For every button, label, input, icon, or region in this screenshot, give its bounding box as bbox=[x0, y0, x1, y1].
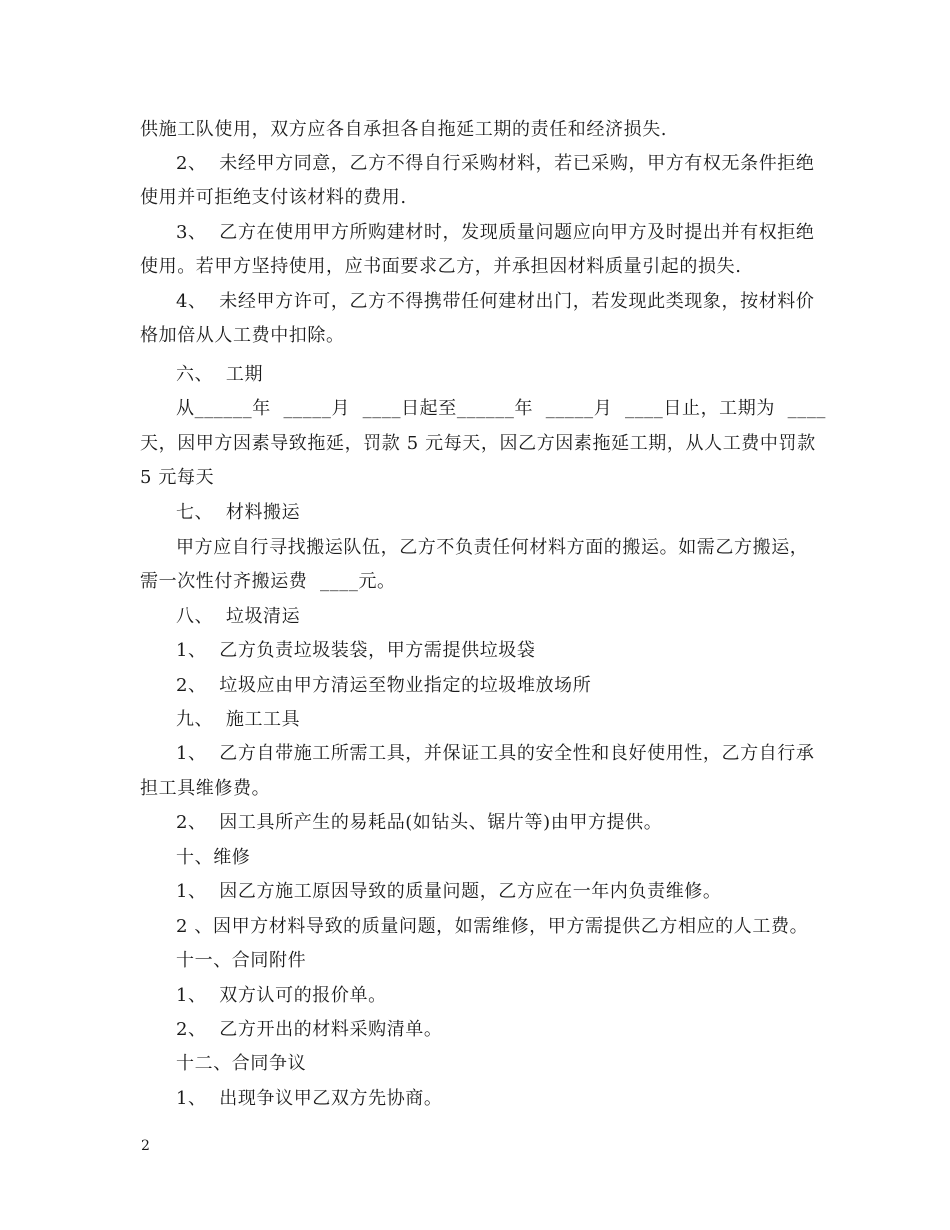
text-line: 4、 未经甲方许可，乙方不得携带任何建材出门，若发现此类现象，按材料价 bbox=[176, 291, 815, 312]
section-heading: 七、 材料搬运 bbox=[176, 502, 301, 523]
text-line: 2、 因工具所产生的易耗品(如钻头、锯片等)由甲方提供。 bbox=[176, 812, 663, 833]
text-line: 2、 乙方开出的材料采购清单。 bbox=[176, 1019, 443, 1040]
text-line: 1、 乙方负责垃圾装袋，甲方需提供垃圾袋 bbox=[176, 640, 536, 661]
text-line: 2 、因甲方材料导致的质量问题，如需维修，甲方需提供乙方相应的人工费。 bbox=[176, 916, 809, 937]
section-heading: 十一、合同附件 bbox=[176, 950, 307, 971]
text-line: 1、 双方认可的报价单。 bbox=[176, 985, 387, 1006]
text-line: 使用。若甲方坚持使用，应书面要求乙方，并承担因材料质量引起的损失. bbox=[140, 256, 742, 277]
section-heading: 十二、合同争议 bbox=[176, 1053, 307, 1074]
text-line: 1、 出现争议甲乙双方先协商。 bbox=[176, 1088, 443, 1109]
text-line: 需一次性付齐搬运费 ____元。 bbox=[140, 571, 396, 592]
text-line: 3、 乙方在使用甲方所购建材时，发现质量问题应向甲方及时提出并有权拒绝 bbox=[176, 222, 815, 243]
text-line: 甲方应自行寻找搬运队伍，乙方不负责任何材料方面的搬运。如需乙方搬运， bbox=[176, 537, 809, 558]
text-line: 担工具维修费。 bbox=[140, 778, 271, 799]
text-line: 2、 垃圾应由甲方清运至物业指定的垃圾堆放场所 bbox=[176, 675, 592, 696]
text-line: 供施工队使用，双方应各自承担各自拖延工期的责任和经济损失. bbox=[140, 119, 668, 140]
text-line: 2、 未经甲方同意，乙方不得自行采购材料，若已采购，甲方有权无条件拒绝 bbox=[176, 153, 815, 174]
text-line: 天，因甲方因素导致拖延，罚款 5 元每天，因乙方因素拖延工期，从人工费中罚款 bbox=[140, 433, 816, 454]
section-heading: 九、 施工工具 bbox=[176, 709, 301, 730]
section-heading: 八、 垃圾清运 bbox=[176, 606, 301, 627]
page-number: 2 bbox=[141, 1138, 150, 1154]
section-heading: 六、 工期 bbox=[176, 364, 264, 385]
text-line: 1、 乙方自带施工所需工具，并保证工具的安全性和良好使用性，乙方自行承 bbox=[176, 743, 815, 764]
text-line: 格加倍从人工费中扣除。 bbox=[140, 325, 345, 346]
text-line: 1、 因乙方施工原因导致的质量问题，乙方应在一年内负责维修。 bbox=[176, 881, 722, 902]
text-line: 使用并可拒绝支付该材料的费用. bbox=[140, 187, 407, 208]
text-line: 从______年 _____月 ____日起至______年 _____月 ____日止，工期为 ____ bbox=[176, 398, 827, 419]
section-heading: 十、维修 bbox=[176, 847, 251, 868]
text-line: 5 元每天 bbox=[140, 467, 215, 488]
